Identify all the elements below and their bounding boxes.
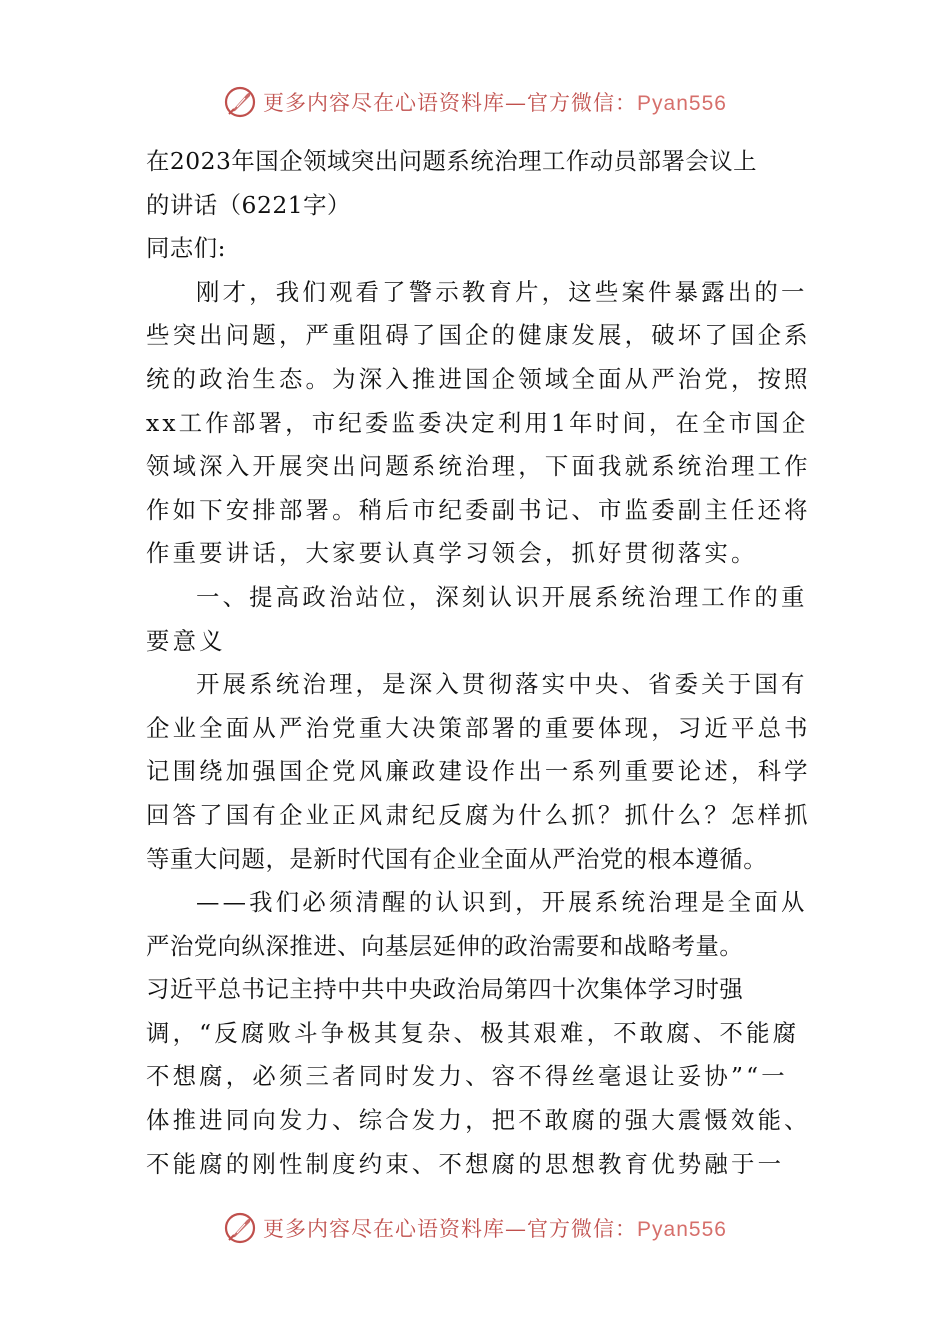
wechat-id: Pyan556 bbox=[637, 92, 727, 115]
title-line-1: 在2023年国企领域突出问题系统治理工作动员部署会议上 bbox=[146, 147, 758, 175]
salutation: 同志们: bbox=[146, 234, 227, 263]
paragraph-line: 体推进同向发力、综合发力，把不敢腐的强大震慑效能、 bbox=[146, 1106, 811, 1135]
paragraph-line: 领域深入开展突出问题系统治理，下面我就系统治理工作 bbox=[146, 452, 811, 481]
paragraph-line: 统的政治生态。为深入推进国企领域全面从严治党，按照 bbox=[146, 364, 811, 393]
paragraph-line: 习近平总书记主持中共中央政治局第四十次集体学习时强 bbox=[146, 975, 744, 1004]
section-heading: 一、提高政治站位，深刻认识开展系统治理工作的重 bbox=[196, 582, 808, 611]
document-body bbox=[146, 140, 812, 1186]
feather-pen-logo-icon bbox=[223, 1211, 257, 1245]
paragraph-line: 调，“反腐败斗争极其复杂、极其艰难，不敢腐、不能腐 bbox=[146, 1018, 800, 1047]
paragraph-line: 不想腐，必须三者同时发力、容不得丝毫退让妥协”“一 bbox=[146, 1062, 788, 1091]
title-line-2: 的讲话（6221字） bbox=[146, 190, 351, 219]
paragraph-line: 不能腐的刚性制度约束、不想腐的思想教育优势融于一 bbox=[146, 1149, 785, 1178]
feather-pen-logo-icon bbox=[223, 85, 257, 119]
header-banner-text: 更多内容尽在心语资料库—官方微信：Pyan556 bbox=[263, 91, 727, 115]
paragraph-line: 作重要讲话，大家要认真学习领会，抓好贯彻落实。 bbox=[146, 539, 758, 568]
footer-banner bbox=[0, 1208, 950, 1248]
paragraph-line: 刚才，我们观看了警示教育片，这些案件暴露出的一 bbox=[196, 277, 808, 306]
paragraph-line: 些突出问题，严重阻碍了国企的健康发展，破坏了国企系 bbox=[146, 321, 811, 350]
paragraph-line: 回答了国有企业正风肃纪反腐为什么抓？抓什么？怎样抓 bbox=[146, 800, 811, 829]
wechat-id: Pyan556 bbox=[637, 1218, 727, 1241]
paragraph-line: 严治党向纵深推进、向基层延伸的政治需要和战略考量。 bbox=[146, 931, 744, 960]
paragraph-line: 开展系统治理，是深入贯彻落实中央、省委关于国有 bbox=[196, 670, 808, 699]
footer-banner-text: 更多内容尽在心语资料库—官方微信：Pyan556 bbox=[263, 1217, 727, 1241]
header-banner bbox=[0, 82, 950, 122]
paragraph-line: ——我们必须清醒的认识到，开展系统治理是全面从 bbox=[196, 888, 808, 917]
paragraph-line: 记围绕加强国企党风廉政建设作出一系列重要论述，科学 bbox=[146, 757, 811, 786]
section-heading: 要意义 bbox=[146, 626, 226, 655]
paragraph-line: xx工作部署，市纪委监委决定利用1年时间，在全市国企 bbox=[146, 408, 809, 437]
paragraph-line: 作如下安排部署。稍后市纪委副书记、市监委副主任还将 bbox=[146, 495, 811, 524]
paragraph-line: 等重大问题，是新时代国有企业全面从严治党的根本遵循。 bbox=[146, 844, 768, 873]
paragraph-line: 企业全面从严治党重大决策部署的重要体现，习近平总书 bbox=[146, 713, 811, 742]
